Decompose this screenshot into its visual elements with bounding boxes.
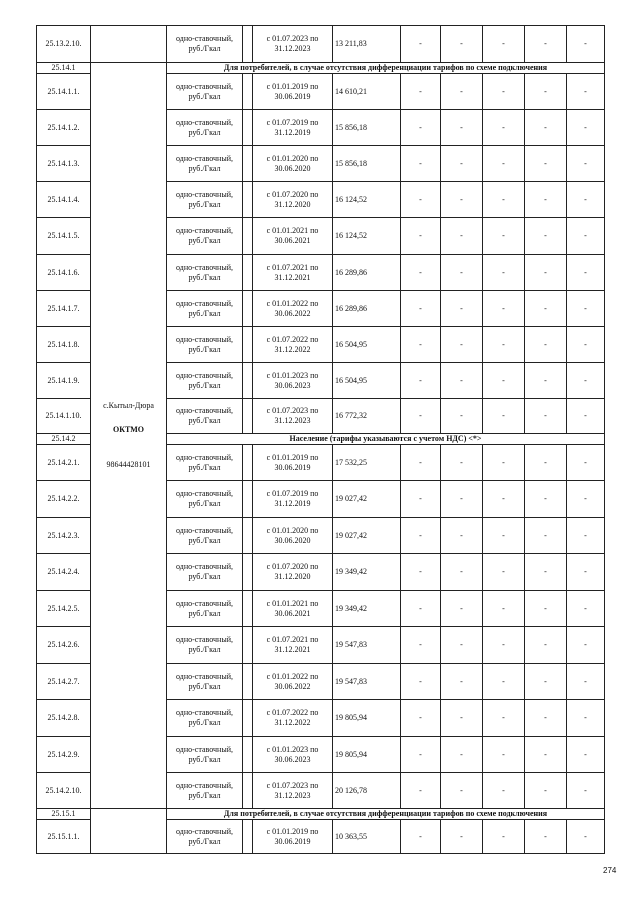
empty-value: - [525, 291, 567, 327]
empty-value: - [483, 74, 525, 110]
empty-value: - [441, 700, 483, 737]
section-number: 25.15.1 [37, 809, 91, 820]
empty-value: - [483, 445, 525, 481]
empty-value: - [525, 110, 567, 146]
empty-value: - [401, 291, 441, 327]
empty-value: - [525, 820, 567, 854]
empty-value: - [441, 664, 483, 700]
tariff-value: 19 027,42 [333, 518, 401, 554]
empty-value: - [525, 518, 567, 554]
spacer-cell [243, 737, 253, 773]
empty-value: - [525, 627, 567, 664]
empty-value: - [483, 773, 525, 809]
empty-value: - [441, 363, 483, 399]
empty-value: - [441, 627, 483, 664]
tariff-type: одно-ставочный, руб./Гкал [167, 182, 243, 218]
tariff-value: 15 856,18 [333, 110, 401, 146]
row-number: 25.14.1.10. [37, 399, 91, 434]
empty-value: - [525, 363, 567, 399]
empty-value: - [401, 737, 441, 773]
table-body [37, 26, 605, 854]
empty-value: - [441, 737, 483, 773]
tariff-type: одно-ставочный, руб./Гкал [167, 627, 243, 664]
empty-value: - [441, 591, 483, 627]
tariff-value: 19 547,83 [333, 664, 401, 700]
empty-value: - [525, 182, 567, 218]
tariff-type: одно-ставочный, руб./Гкал [167, 445, 243, 481]
tariff-period: с 01.07.2022 по 31.12.2022 [253, 700, 333, 737]
empty-value: - [401, 481, 441, 518]
empty-value: - [441, 182, 483, 218]
empty-value: - [483, 700, 525, 737]
empty-value: - [567, 327, 605, 363]
tariff-value: 16 504,95 [333, 327, 401, 363]
tariff-period: с 01.07.2019 по 31.12.2019 [253, 481, 333, 518]
empty-value: - [401, 664, 441, 700]
empty-value: - [567, 591, 605, 627]
tariff-period: с 01.01.2019 по 30.06.2019 [253, 74, 333, 110]
tariff-value: 10 363,55 [333, 820, 401, 854]
empty-value: - [525, 773, 567, 809]
empty-value: - [567, 700, 605, 737]
tariff-value: 16 124,52 [333, 182, 401, 218]
empty-value: - [441, 554, 483, 591]
empty-value: - [401, 627, 441, 664]
tariff-type: одно-ставочный, руб./Гкал [167, 591, 243, 627]
row-number: 25.14.1.7. [37, 291, 91, 327]
municipality-cell-empty [91, 809, 167, 854]
empty-value: - [567, 110, 605, 146]
tariff-value: 16 289,86 [333, 255, 401, 291]
section-number: 25.14.1 [37, 63, 91, 74]
empty-value: - [525, 74, 567, 110]
row-number: 25.14.2.3. [37, 518, 91, 554]
row-number: 25.14.2.10. [37, 773, 91, 809]
spacer-cell [243, 291, 253, 327]
empty-value: - [401, 700, 441, 737]
row-number: 25.14.2.9. [37, 737, 91, 773]
spacer-cell [243, 627, 253, 664]
empty-value: - [401, 26, 441, 63]
empty-value: - [483, 26, 525, 63]
row-number: 25.14.2.6. [37, 627, 91, 664]
spacer-cell [243, 399, 253, 434]
section-header-text: Население (тарифы указываются с учетом НДС) <*> [167, 434, 605, 445]
empty-value: - [401, 110, 441, 146]
empty-value: - [483, 146, 525, 182]
row-number: 25.14.2.5. [37, 591, 91, 627]
empty-value: - [525, 146, 567, 182]
empty-value: - [483, 327, 525, 363]
tariff-value: 16 772,32 [333, 399, 401, 434]
tariff-value: 16 289,86 [333, 291, 401, 327]
empty-value: - [401, 182, 441, 218]
empty-value: - [441, 773, 483, 809]
tariff-type: одно-ставочный, руб./Гкал [167, 700, 243, 737]
spacer-cell [243, 255, 253, 291]
empty-value: - [483, 481, 525, 518]
spacer-cell [243, 591, 253, 627]
tariff-period: с 01.07.2020 по 31.12.2020 [253, 554, 333, 591]
empty-value: - [483, 591, 525, 627]
row-number: 25.14.1.9. [37, 363, 91, 399]
tariff-period: с 01.01.2021 по 30.06.2021 [253, 218, 333, 255]
empty-value: - [567, 820, 605, 854]
empty-value: - [525, 255, 567, 291]
empty-value: - [567, 146, 605, 182]
empty-value: - [525, 327, 567, 363]
empty-value: - [441, 820, 483, 854]
spacer-cell [243, 327, 253, 363]
spacer-cell [243, 700, 253, 737]
spacer-cell [243, 518, 253, 554]
empty-value: - [567, 481, 605, 518]
section-header-text: Для потребителей, в случае отсутствия дифференциации тарифов по схеме подключения [167, 809, 605, 820]
empty-value: - [525, 737, 567, 773]
section-header-row [37, 809, 605, 820]
row-number: 25.13.2.10. [37, 26, 91, 63]
tariff-type: одно-ставочный, руб./Гкал [167, 146, 243, 182]
empty-value: - [525, 664, 567, 700]
page-number: 274 [603, 866, 617, 875]
tariff-type: одно-ставочный, руб./Гкал [167, 518, 243, 554]
section-number: 25.14.2 [37, 434, 91, 445]
empty-value: - [567, 218, 605, 255]
tariff-period: с 01.01.2020 по 30.06.2020 [253, 518, 333, 554]
empty-value: - [483, 363, 525, 399]
tariff-period: с 01.07.2022 по 31.12.2022 [253, 327, 333, 363]
tariff-period: с 01.07.2020 по 31.12.2020 [253, 182, 333, 218]
empty-value: - [567, 363, 605, 399]
tariff-period: с 01.07.2021 по 31.12.2021 [253, 627, 333, 664]
spacer-cell [243, 820, 253, 854]
tariff-type: одно-ставочный, руб./Гкал [167, 218, 243, 255]
empty-value: - [567, 26, 605, 63]
empty-value: - [567, 255, 605, 291]
tariff-period: с 01.07.2023 по 31.12.2023 [253, 773, 333, 809]
spacer-cell [243, 218, 253, 255]
empty-value: - [525, 218, 567, 255]
tariff-period: с 01.01.2023 по 30.06.2023 [253, 363, 333, 399]
tariff-value: 19 805,94 [333, 737, 401, 773]
oktmo-code: 98644428101 [106, 460, 151, 469]
spacer-cell [243, 74, 253, 110]
tariff-value: 17 532,25 [333, 445, 401, 481]
empty-value: - [483, 399, 525, 434]
row-number: 25.14.2.4. [37, 554, 91, 591]
empty-value: - [441, 146, 483, 182]
row-number: 25.14.2.7. [37, 664, 91, 700]
empty-value: - [483, 291, 525, 327]
empty-value: - [441, 399, 483, 434]
empty-value: - [401, 591, 441, 627]
empty-value: - [441, 291, 483, 327]
empty-value: - [567, 554, 605, 591]
tariff-value: 15 856,18 [333, 146, 401, 182]
tariff-period: с 01.07.2023 по 31.12.2023 [253, 399, 333, 434]
empty-value: - [483, 518, 525, 554]
tariff-value: 14 610,21 [333, 74, 401, 110]
empty-value: - [567, 74, 605, 110]
row-number: 25.14.1.2. [37, 110, 91, 146]
tariff-value: 16 124,52 [333, 218, 401, 255]
tariff-type: одно-ставочный, руб./Гкал [167, 820, 243, 854]
spacer-cell [243, 146, 253, 182]
tariff-period: с 01.01.2019 по 30.06.2019 [253, 445, 333, 481]
empty-value: - [567, 773, 605, 809]
tariff-period: с 01.01.2022 по 30.06.2022 [253, 664, 333, 700]
spacer-cell [243, 481, 253, 518]
empty-value: - [401, 399, 441, 434]
tariff-period: с 01.07.2019 по 31.12.2019 [253, 110, 333, 146]
tariff-period: с 01.01.2022 по 30.06.2022 [253, 291, 333, 327]
tariff-period: с 01.07.2021 по 31.12.2021 [253, 255, 333, 291]
tariff-value: 19 349,42 [333, 554, 401, 591]
empty-value: - [401, 74, 441, 110]
empty-value: - [525, 445, 567, 481]
tariff-type: одно-ставочный, руб./Гкал [167, 737, 243, 773]
municipality-cell [91, 63, 167, 809]
empty-value: - [567, 627, 605, 664]
tariff-period: с 01.01.2020 по 30.06.2020 [253, 146, 333, 182]
tariff-type: одно-ставочный, руб./Гкал [167, 399, 243, 434]
empty-value: - [525, 554, 567, 591]
empty-value: - [441, 74, 483, 110]
table-row [37, 26, 605, 63]
empty-value: - [483, 218, 525, 255]
empty-value: - [483, 182, 525, 218]
empty-value: - [401, 820, 441, 854]
row-number: 25.14.1.4. [37, 182, 91, 218]
empty-value: - [525, 26, 567, 63]
empty-value: - [525, 700, 567, 737]
tariff-value: 16 504,95 [333, 363, 401, 399]
spacer-cell [243, 445, 253, 481]
empty-value: - [567, 737, 605, 773]
empty-value: - [441, 26, 483, 63]
empty-value: - [441, 518, 483, 554]
empty-value: - [401, 327, 441, 363]
empty-value: - [483, 664, 525, 700]
tariff-value: 19 027,42 [333, 481, 401, 518]
tariff-type: одно-ставочный, руб./Гкал [167, 74, 243, 110]
empty-value: - [525, 591, 567, 627]
spacer-cell [243, 110, 253, 146]
empty-value: - [567, 518, 605, 554]
tariff-type: одно-ставочный, руб./Гкал [167, 481, 243, 518]
empty-value: - [401, 146, 441, 182]
empty-value: - [483, 110, 525, 146]
row-number: 25.14.2.2. [37, 481, 91, 518]
empty-value: - [483, 737, 525, 773]
empty-value: - [441, 255, 483, 291]
empty-value: - [483, 627, 525, 664]
empty-value: - [567, 291, 605, 327]
empty-value: - [483, 820, 525, 854]
row-number: 25.14.1.8. [37, 327, 91, 363]
empty-value: - [401, 773, 441, 809]
empty-value: - [441, 481, 483, 518]
tariff-value: 19 547,83 [333, 627, 401, 664]
empty-value: - [401, 518, 441, 554]
municipality-cell-empty [91, 26, 167, 63]
tariff-period: с 01.01.2019 по 30.06.2019 [253, 820, 333, 854]
empty-value: - [441, 445, 483, 481]
municipality-name: с.Кытыл-Дюра [103, 401, 154, 410]
tariff-type: одно-ставочный, руб./Гкал [167, 291, 243, 327]
spacer-cell [243, 773, 253, 809]
tariff-table [36, 25, 605, 854]
spacer-cell [243, 26, 253, 63]
tariff-value: 13 211,83 [333, 26, 401, 63]
empty-value: - [401, 255, 441, 291]
row-number: 25.15.1.1. [37, 820, 91, 854]
empty-value: - [483, 554, 525, 591]
tariff-type: одно-ставочный, руб./Гкал [167, 327, 243, 363]
tariff-value: 19 349,42 [333, 591, 401, 627]
row-number: 25.14.1.1. [37, 74, 91, 110]
empty-value: - [567, 182, 605, 218]
spacer-cell [243, 554, 253, 591]
tariff-type: одно-ставочный, руб./Гкал [167, 773, 243, 809]
empty-value: - [441, 110, 483, 146]
spacer-cell [243, 182, 253, 218]
tariff-type: одно-ставочный, руб./Гкал [167, 255, 243, 291]
empty-value: - [441, 327, 483, 363]
empty-value: - [441, 218, 483, 255]
tariff-type: одно-ставочный, руб./Гкал [167, 110, 243, 146]
empty-value: - [401, 363, 441, 399]
spacer-cell [243, 363, 253, 399]
tariff-type: одно-ставочный, руб./Гкал [167, 26, 243, 63]
empty-value: - [401, 554, 441, 591]
empty-value: - [525, 399, 567, 434]
empty-value: - [567, 399, 605, 434]
empty-value: - [483, 255, 525, 291]
tariff-type: одно-ставочный, руб./Гкал [167, 363, 243, 399]
row-number: 25.14.1.3. [37, 146, 91, 182]
empty-value: - [401, 445, 441, 481]
tariff-period: с 01.01.2023 по 30.06.2023 [253, 737, 333, 773]
empty-value: - [567, 664, 605, 700]
row-number: 25.14.2.1. [37, 445, 91, 481]
tariff-value: 19 805,94 [333, 700, 401, 737]
tariff-type: одно-ставочный, руб./Гкал [167, 664, 243, 700]
empty-value: - [525, 481, 567, 518]
tariff-type: одно-ставочный, руб./Гкал [167, 554, 243, 591]
row-number: 25.14.2.8. [37, 700, 91, 737]
section-header-text: Для потребителей, в случае отсутствия дифференциации тарифов по схеме подключения [167, 63, 605, 74]
row-number: 25.14.1.6. [37, 255, 91, 291]
tariff-period: с 01.07.2023 по 31.12.2023 [253, 26, 333, 63]
empty-value: - [567, 445, 605, 481]
row-number: 25.14.1.5. [37, 218, 91, 255]
tariff-value: 20 126,78 [333, 773, 401, 809]
tariff-period: с 01.01.2021 по 30.06.2021 [253, 591, 333, 627]
section-header-row [37, 63, 605, 74]
oktmo-label: ОКТМО [112, 425, 145, 434]
spacer-cell [243, 664, 253, 700]
empty-value: - [401, 218, 441, 255]
